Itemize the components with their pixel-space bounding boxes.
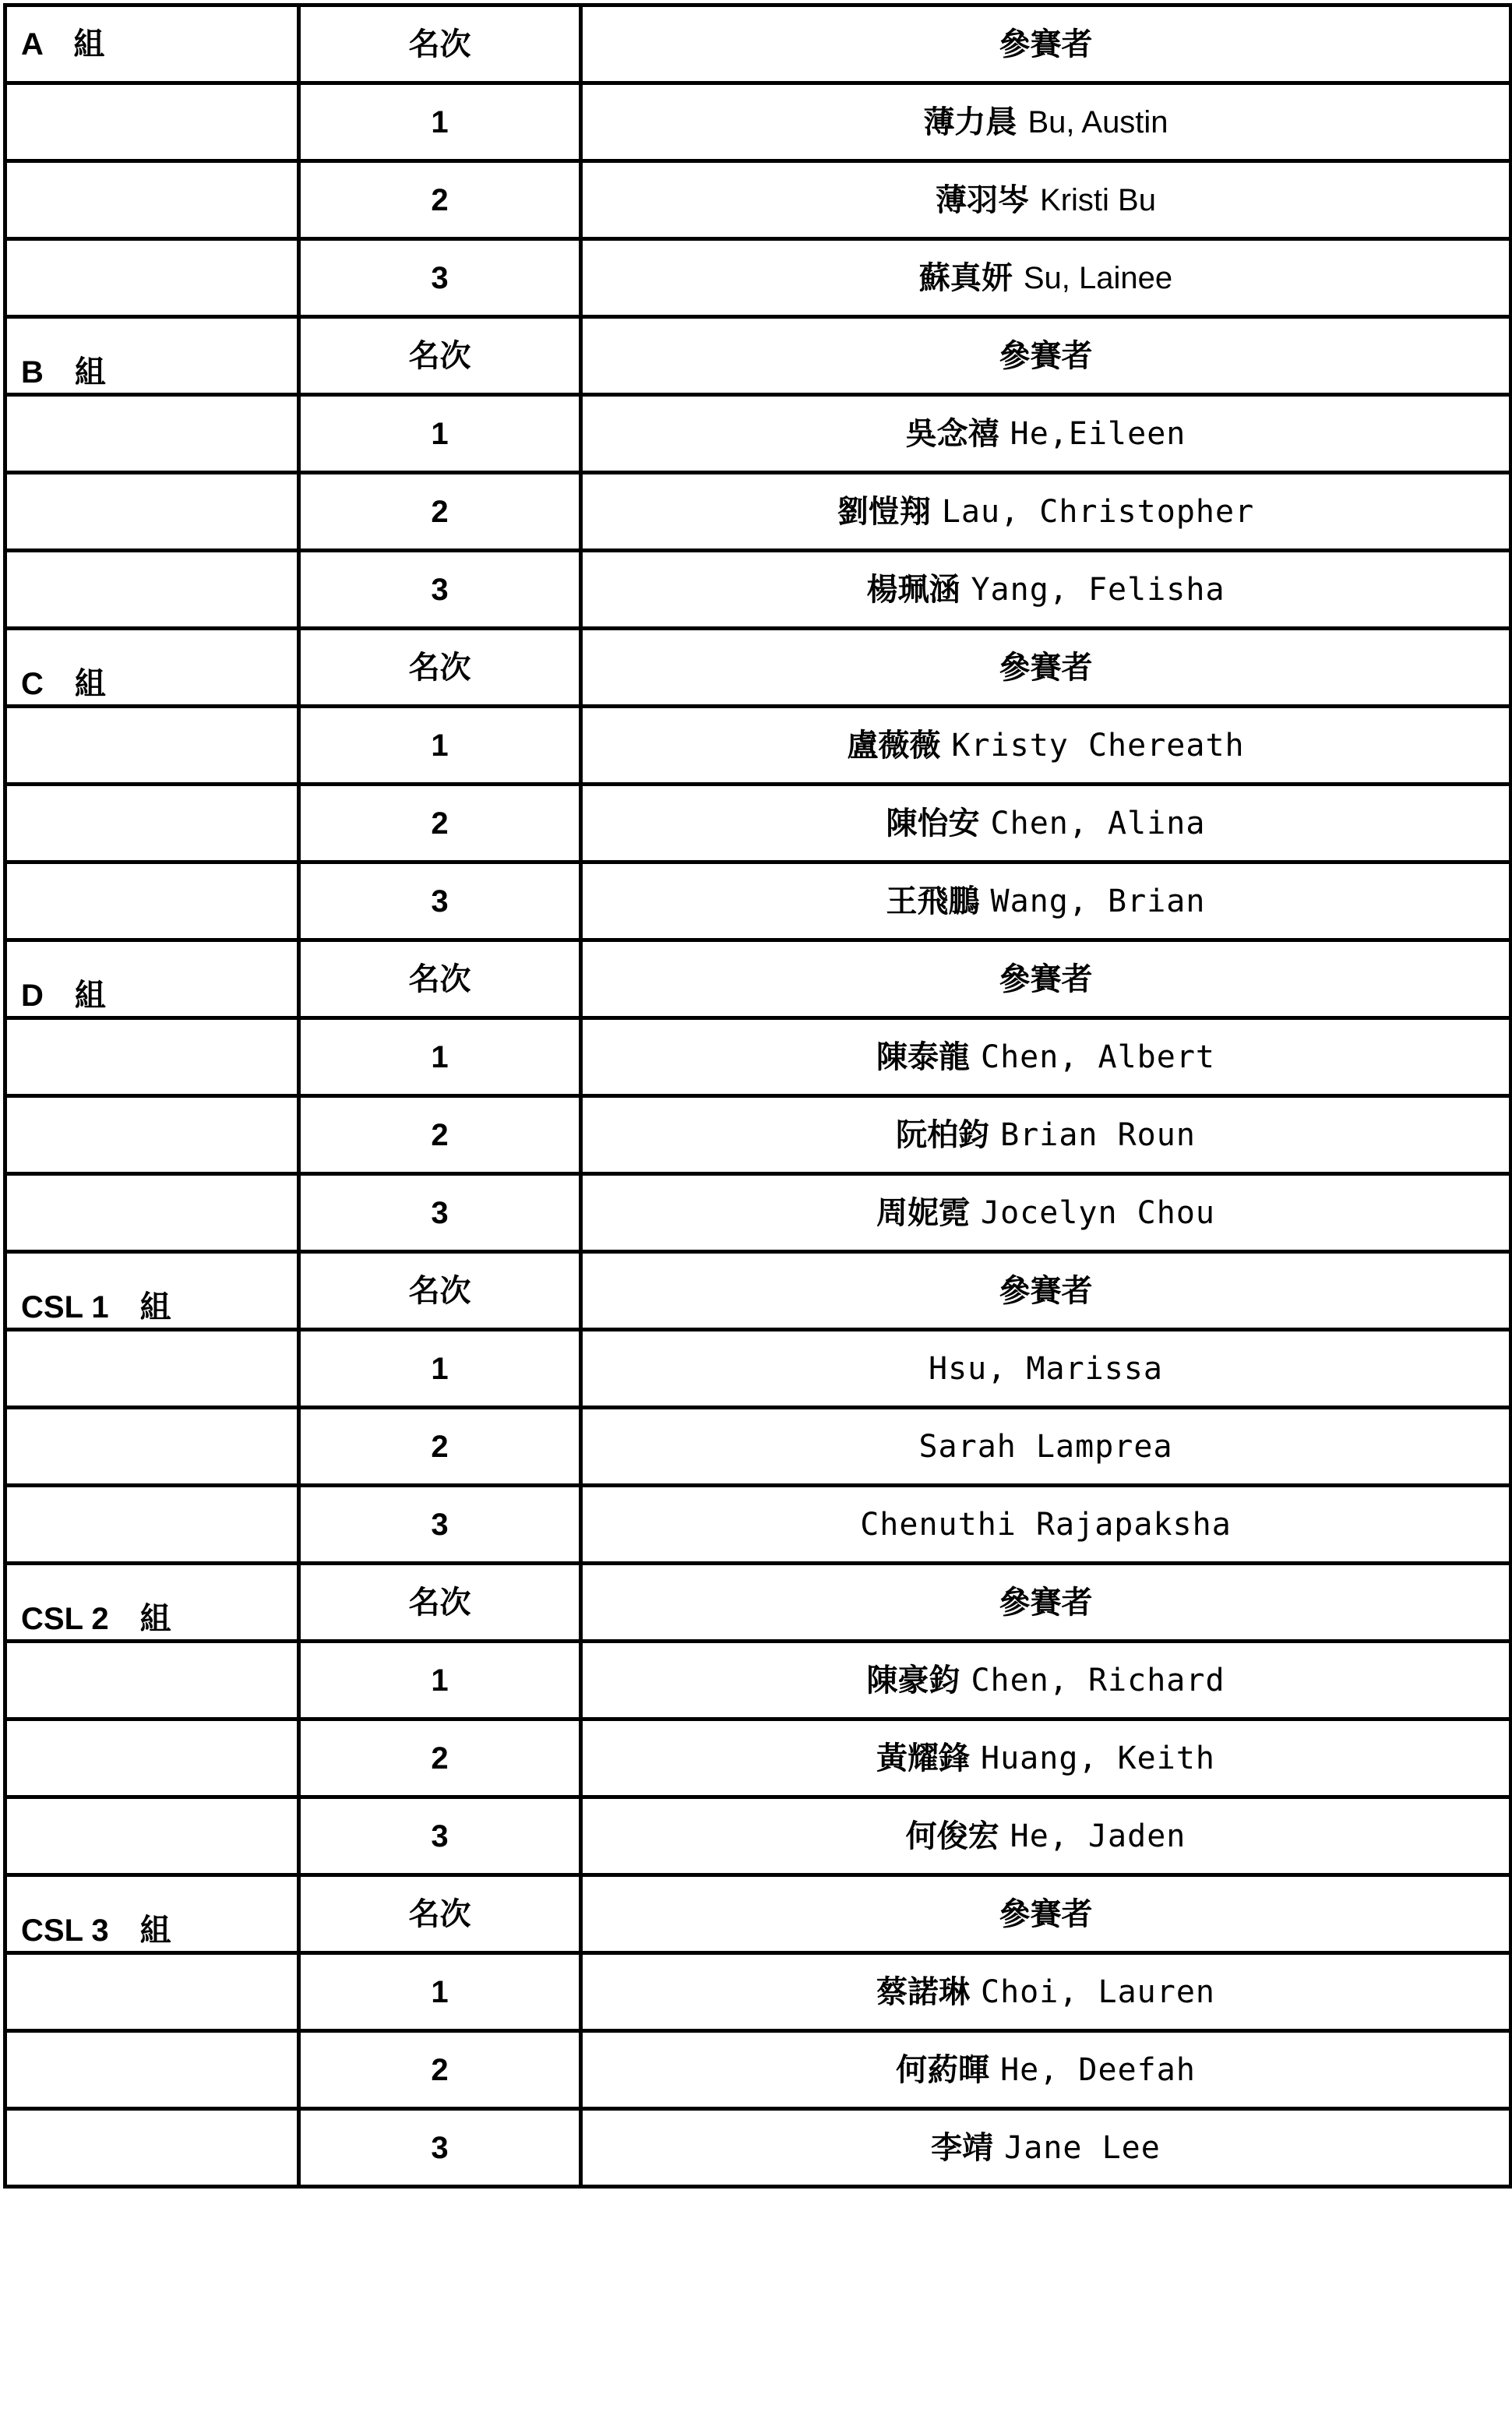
table-row [5,1719,1511,1797]
rank-column-header: 名次 [299,629,581,707]
group-label: D 組 [5,940,299,1018]
participant-name-english: Huang, Keith [981,1740,1215,1776]
participant-name [581,1797,1511,1875]
rank-value: 2 [299,2031,581,2109]
rank-value: 1 [299,1953,581,2031]
table-row [5,395,1511,473]
participant-name-chinese: 陳泰龍 [876,1039,970,1075]
participant-name [581,395,1511,473]
table-row [5,1174,1511,1252]
rank-value: 1 [299,707,581,785]
rank-value: 2 [299,1719,581,1797]
empty-group-cell [5,2031,299,2109]
rank-value: 1 [299,83,581,161]
group-header-row [5,1875,1511,1953]
table-row [5,239,1511,317]
rank-value: 3 [299,1797,581,1875]
table-row [5,2109,1511,2187]
participant-name [581,2109,1511,2187]
participant-name-chinese: 楊珮涵 [866,571,960,608]
empty-group-cell [5,551,299,629]
participant-name [581,1408,1511,1486]
table-row [5,1486,1511,1564]
participant-name [581,1174,1511,1252]
empty-group-cell [5,1174,299,1252]
group-label: CSL 3 組 [5,1875,299,1953]
table-row [5,1018,1511,1096]
participant-name-english: Su, Lainee [1023,260,1173,295]
participant-name-english: Wang, Brian [990,883,1206,919]
participant-column-header: 參賽者 [581,940,1511,1018]
participant-name-chinese: 薄力晨 [923,104,1017,140]
participant-name-chinese: 黃耀鋒 [876,1740,970,1776]
group-header-row [5,1252,1511,1330]
empty-group-cell [5,1018,299,1096]
participant-name-english: Choi, Lauren [981,1973,1215,2010]
participant-name-chinese: 陳怡安 [886,805,980,841]
participant-name [581,1719,1511,1797]
rank-value: 2 [299,785,581,862]
results-body [5,5,1511,2187]
empty-group-cell [5,1719,299,1797]
participant-name-chinese: 王飛鵬 [886,883,980,919]
participant-name-chinese: 蘇真妍 [918,259,1013,296]
table-row [5,83,1511,161]
rank-column-header: 名次 [299,940,581,1018]
empty-group-cell [5,1797,299,1875]
table-row [5,161,1511,239]
participant-name-chinese: 陳豪鈞 [866,1662,960,1698]
rank-value: 3 [299,239,581,317]
results-table [3,3,1512,2189]
participant-column-header: 參賽者 [581,5,1511,83]
participant-name [581,83,1511,161]
participant-column-header: 參賽者 [581,317,1511,395]
rank-column-header: 名次 [299,1252,581,1330]
participant-name [581,473,1511,551]
participant-name-english: Sarah Lamprea [918,1428,1173,1465]
participant-name [581,2031,1511,2109]
rank-value: 1 [299,1018,581,1096]
rank-value: 3 [299,1174,581,1252]
participant-name-english: Brian Roun [1000,1116,1196,1153]
participant-name-chinese: 李靖 [931,2129,994,2166]
table-row [5,1096,1511,1174]
participant-name-english: Chen, Richard [971,1662,1225,1698]
participant-name [581,862,1511,940]
table-row [5,862,1511,940]
participant-name-chinese: 劉愷翔 [837,493,931,530]
participant-name [581,1018,1511,1096]
participant-name [581,161,1511,239]
table-row [5,1642,1511,1719]
empty-group-cell [5,862,299,940]
rank-value: 2 [299,473,581,551]
rank-value: 3 [299,551,581,629]
table-row [5,785,1511,862]
participant-name-english: Chen, Albert [981,1039,1215,1075]
participant-column-header: 參賽者 [581,1564,1511,1642]
empty-group-cell [5,1486,299,1564]
participant-name-english: Bu, Austin [1027,104,1168,139]
rank-column-header: 名次 [299,1875,581,1953]
empty-group-cell [5,1953,299,2031]
group-header-row [5,1564,1511,1642]
group-header-row [5,5,1511,83]
empty-group-cell [5,1408,299,1486]
participant-name-chinese: 薄羽岑 [936,182,1030,218]
participant-name [581,1486,1511,1564]
rank-value: 3 [299,862,581,940]
participant-name-english: Jocelyn Chou [981,1194,1215,1231]
empty-group-cell [5,785,299,862]
participant-name [581,239,1511,317]
participant-name-english: Kristy Chereath [951,727,1245,764]
participant-name [581,707,1511,785]
rank-value: 2 [299,161,581,239]
participant-name-chinese: 盧薇薇 [847,727,941,764]
participant-name [581,1642,1511,1719]
empty-group-cell [5,1330,299,1408]
empty-group-cell [5,239,299,317]
participant-name [581,785,1511,862]
participant-name-english: He, Jaden [1010,1818,1186,1854]
table-row [5,1330,1511,1408]
rank-value: 3 [299,1486,581,1564]
group-label: CSL 1 組 [5,1252,299,1330]
rank-column-header: 名次 [299,1564,581,1642]
participant-name [581,551,1511,629]
participant-name-chinese: 何葯暉 [896,2051,990,2088]
empty-group-cell [5,473,299,551]
group-header-row [5,940,1511,1018]
participant-name-english: Chenuthi Rajapaksha [860,1506,1232,1543]
rank-value: 3 [299,2109,581,2187]
table-row [5,551,1511,629]
empty-group-cell [5,1096,299,1174]
table-row [5,1797,1511,1875]
group-header-row [5,629,1511,707]
empty-group-cell [5,395,299,473]
empty-group-cell [5,83,299,161]
table-row [5,1408,1511,1486]
participant-name-english: Yang, Felisha [971,571,1225,608]
table-row [5,473,1511,551]
participant-name-chinese: 阮柏鈞 [896,1116,990,1153]
group-label: CSL 2 組 [5,1564,299,1642]
rank-column-header: 名次 [299,317,581,395]
group-label: C 組 [5,629,299,707]
participant-name-english: Chen, Alina [990,805,1206,841]
group-label: A 組 [5,5,299,83]
participant-name [581,1096,1511,1174]
participant-column-header: 參賽者 [581,629,1511,707]
participant-name-chinese: 吳念禧 [905,415,999,452]
table-row [5,707,1511,785]
participant-name [581,1953,1511,2031]
participant-name-english: Jane Lee [1004,2129,1161,2166]
table-row [5,2031,1511,2109]
participant-name-english: Lau, Christopher [941,493,1255,530]
participant-name-english: Kristi Bu [1040,182,1156,217]
participant-name-english: He,Eileen [1010,415,1186,452]
participant-column-header: 參賽者 [581,1252,1511,1330]
rank-value: 2 [299,1096,581,1174]
group-header-row [5,317,1511,395]
rank-value: 1 [299,1330,581,1408]
empty-group-cell [5,707,299,785]
rank-value: 1 [299,395,581,473]
empty-group-cell [5,161,299,239]
participant-name-chinese: 蔡諾琳 [876,1973,970,2010]
table-row [5,1953,1511,2031]
rank-value: 1 [299,1642,581,1719]
participant-name [581,1330,1511,1408]
participant-column-header: 參賽者 [581,1875,1511,1953]
empty-group-cell [5,1642,299,1719]
empty-group-cell [5,2109,299,2187]
rank-value: 2 [299,1408,581,1486]
group-label: B 組 [5,317,299,395]
participant-name-english: Hsu, Marissa [929,1350,1163,1387]
participant-name-chinese: 周妮霓 [876,1194,970,1231]
participant-name-chinese: 何俊宏 [905,1818,999,1854]
participant-name-english: He, Deefah [1000,2051,1196,2088]
rank-column-header: 名次 [299,5,581,83]
